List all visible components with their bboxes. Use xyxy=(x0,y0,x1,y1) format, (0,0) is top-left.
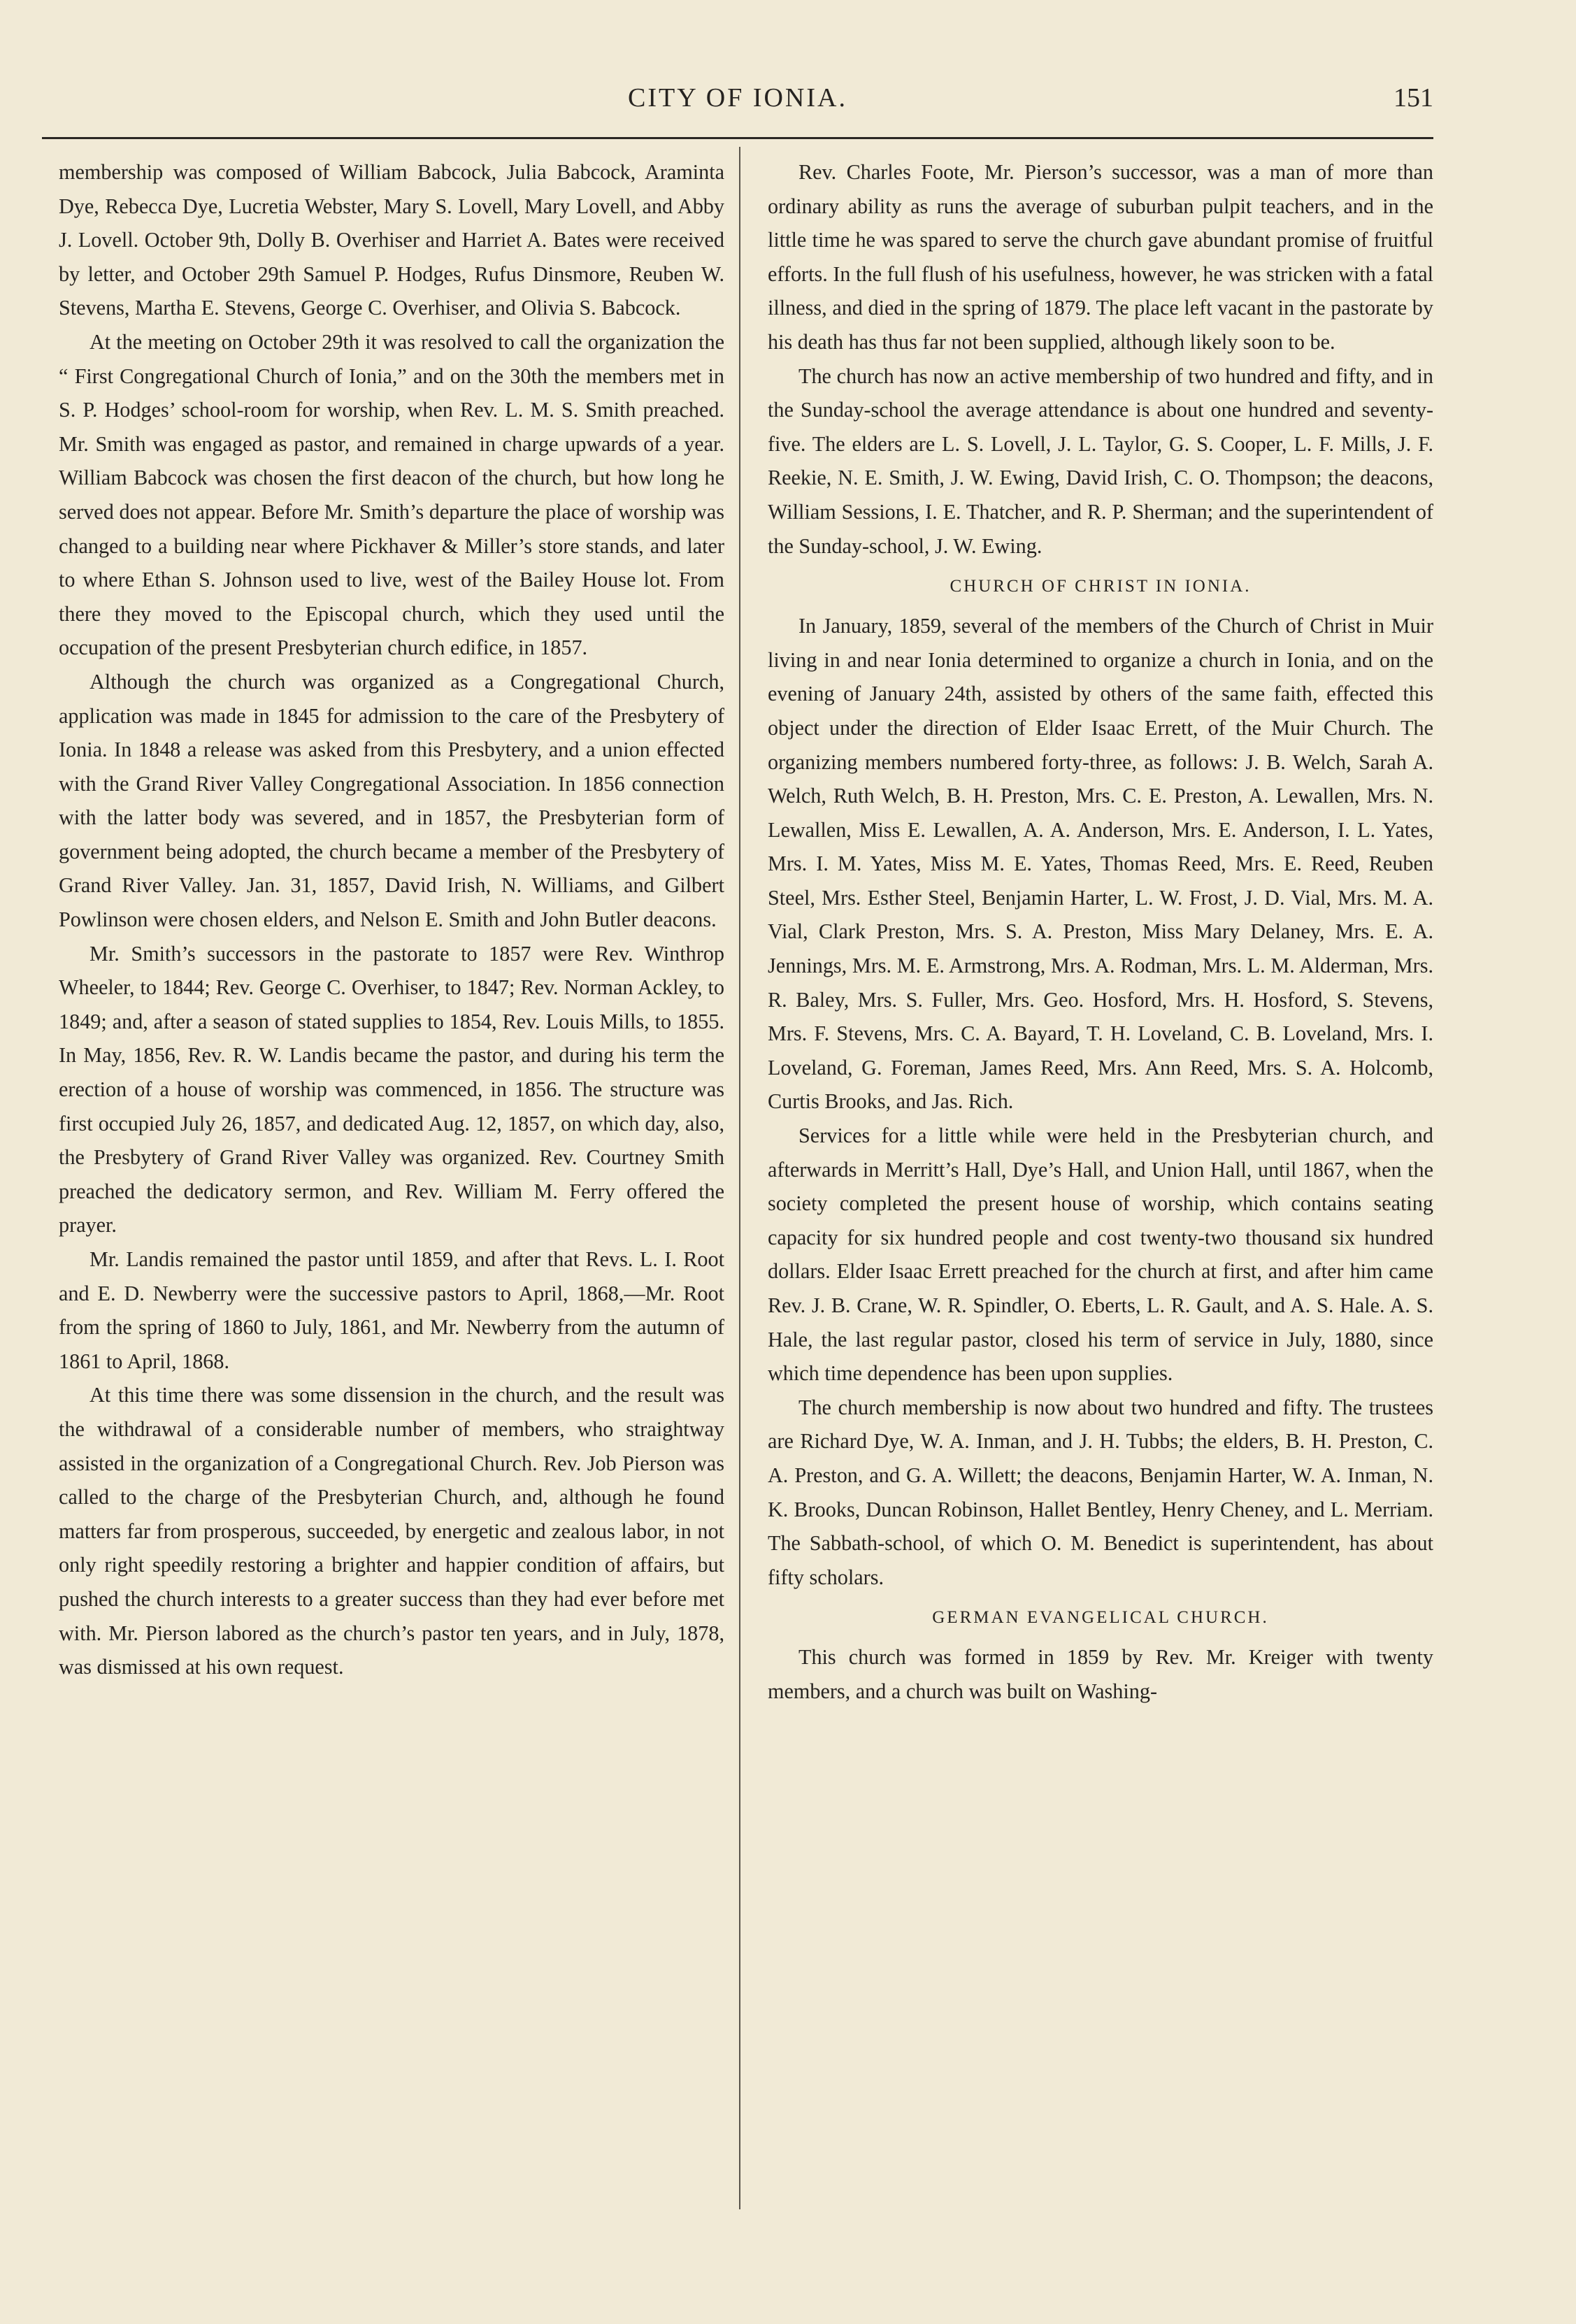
paragraph-pastorate: Mr. Smith’s successors in the pastorate to 1857 were Rev. Winthrop Wheeler, to 1844; Rev. George C. Overhiser, to 1847; Rev. Norman Ackley, to 1849; and, after a season of stated supplies to 1854, Rev. Louis Mills, to 1855. In May, 1856, Rev. R. W. Landis became the pastor, and during his term the erection of a house of worship was commenced, in 1856. The structure was first occupied July 26, 1857, and dedicated Aug. 12, 1857, on which day, also, the Presbytery of Grand River Valley was organized. Rev. Courtney Smith preached the dedicatory sermon, and Rev. William M. Ferry offered the prayer. xyxy=(59,941,724,1238)
paragraph-german-evangelical: This church was formed in 1859 by Rev. Mr. Kreiger with twenty members, and a church was built on Washing- xyxy=(768,1645,1433,1703)
column-divider xyxy=(739,147,740,2209)
paragraph-meeting-october: At the meeting on October 29th it was resolved to call the organization the “ First Congregational Church of Ionia,” and on the 30th the members met in S. P. Hodges’ school-room for worship, when Rev. L. M. S. Smith preached. Mr. Smith was engaged as pastor, and remained in charge upwards of a year. William Babcock was chosen the first deacon of the church, but how long he served does not appear. Before Mr. Smith’s departure the place of worship was changed to a building near where Pickhaver & Miller’s store stands, and later to where Ethan S. Johnson used to live, west of the Bailey House lot. From there they moved to the Episcopal church, which they used until the occupation of the present Presbyterian church edifice, in 1857. xyxy=(59,329,724,660)
paragraph-services: Services for a little while were held in the Presbyterian church, and afterwards in Merritt’s Hall, Dye’s Hall, and Union Hall, until 1867, when the society completed the present house of worship, which contains seating capacity for six hundred people and cost twenty-two thousand six hundred dollars. Elder Isaac Errett preached for the church at first, and after him came Rev. J. B. Crane, W. R. Spindler, O. Eberts, L. R. Gault, and A. S. Hale. A. S. Hale, the last regular pastor, closed his term of service in July, 1880, since which time dependence has been upon supplies. xyxy=(768,1124,1433,1386)
left-column xyxy=(59,155,724,1684)
paragraph-membership: membership was composed of William Babcock, Julia Babcock, Araminta Dye, Rebecca Dye, Lucretia Webster, Mary S. Lovell, Mary Lovell, and Abby J. Lovell. October 9th, Dolly B. Overhiser and Harriet A. Bates were received by letter, and October 29th Samuel P. Hodges, Rufus Dinsmore, Reuben W. Stevens, Martha E. Stevens, George C. Overhiser, and Olivia S. Babcock. xyxy=(59,160,724,320)
right-column xyxy=(768,155,1433,1709)
paragraph-dissension: At this time there was some dissension in the church, and the result was the withdrawal of a considerable number of members, who straightway assisted in the organization of a Congregational Church. Rev. Job Pierson was called to the charge of the Presbyterian Church, and, although he found matters far from prosperous, succeeded, by energetic and zealous labor, in not only right speedily restoring a brighter and happier condition of affairs, but pushed the church interests to a greater success than they had ever before met with. Mr. Pierson labored as the church’s pastor ten years, and in July, 1878, was dismissed at his own request. xyxy=(59,1383,724,1679)
header-rule xyxy=(42,137,1433,139)
page-number: 151 xyxy=(1394,83,1433,113)
paragraph-church-membership: The church membership is now about two hundred and fifty. The trustees are Richard Dye, W. A. Inman, and J. H. Tubbs; the elders, B. H. Preston, C. A. Preston, and G. A. Willett; the deacons, Benjamin Harter, W. A. Inman, N. K. Brooks, Duncan Robinson, Hallet Bentley, Henry Cheney, and L. Merriam. The Sabbath-school, of which O. M. Benedict is superintendent, has about fifty scholars. xyxy=(768,1395,1433,1589)
paragraph-church-of-christ-founding: In January, 1859, several of the members of the Church of Christ in Muir living in and near Ionia determined to organize a church in Ionia, and on the evening of January 24th, assisted by others of the same faith, effected this object under the direction of Elder Isaac Errett, of the Muir Church. The organizing members numbered forty-three, as follows: J. B. Welch, Sarah A. Welch, Ruth Welch, B. H. Preston, Mrs. C. E. Preston, A. Lewallen, Mrs. N. Lewallen, Miss E. Lewallen, A. A. Anderson, Mrs. E. Anderson, I. L. Yates, Mrs. I. M. Yates, Miss M. E. Yates, Thomas Reed, Mrs. E. Reed, Reuben Steel, Mrs. Esther Steel, Benjamin Harter, L. W. Frost, J. D. Vial, Mrs. M. A. Vial, Clark Preston, Mrs. S. A. Preston, Miss Mary Delaney, Mrs. E. A. Jennings, Mrs. M. E. Armstrong, Mrs. A. Rodman, Mrs. L. M. Alderman, Mrs. R. Baley, Mrs. S. Fuller, Mrs. Geo. Hosford, Mrs. H. Hosford, S. Stevens, Mrs. F. Stevens, Mrs. C. A. Bayard, T. H. Loveland, C. B. Loveland, Mrs. I. Loveland, G. Foreman, James Reed, Mrs. Ann Reed, Mrs. S. A. Holcomb, Curtis Brooks, and Jas. Rich. xyxy=(768,614,1433,1114)
paragraph-foote: Rev. Charles Foote, Mr. Pierson’s successor, was a man of more than ordinary ability as runs the average of suburban pulpit teachers, and in the little time he was spared to serve the church gave abundant promise of fruitful efforts. In the full flush of his usefulness, however, he was stricken with a fatal illness, and died in the spring of 1879. The place left vacant in the pastorate by his death has thus far not been supplied, although likely soon to be. xyxy=(768,160,1433,354)
paragraph-membership-current: The church has now an active membership of two hundred and fifty, and in the Sunday-school the average attendance is about one hundred and seventy-five. The elders are L. S. Lovell, J. L. Taylor, G. S. Cooper, L. F. Mills, J. F. Reekie, N. E. Smith, J. W. Ewing, David Irish, C. O. Thompson; the deacons, William Sessions, I. E. Thatcher, and R. P. Sherman; and the superintendent of the Sunday-school, J. W. Ewing. xyxy=(768,364,1433,558)
paragraph-presbytery: Although the church was organized as a Congregational Church, application was made in 1845 for admission to the care of the Presbytery of Ionia. In 1848 a release was asked from this Presbytery, and a union effected with the Grand River Valley Congregational Association. In 1856 connection with the latter body was severed, and in 1857, the Presbyterian form of government being adopted, the church became a member of the Presbytery of Grand River Valley. Jan. 31, 1857, David Irish, N. Williams, and Gilbert Powlinson were chosen elders, and Nelson E. Smith and John Butler deacons. xyxy=(59,669,724,932)
paragraph-landis: Mr. Landis remained the pastor until 1859, and after that Revs. L. I. Root and E. D. Newberry were the successive pastors to April, 1868,—Mr. Root from the spring of 1860 to July, 1861, and Mr. Newberry from the autumn of 1861 to April, 1868. xyxy=(59,1247,724,1373)
section-heading-church-of-christ: CHURCH OF CHRIST IN IONIA. xyxy=(950,577,1252,596)
page-header xyxy=(42,83,1433,124)
section-heading-german-evangelical: GERMAN EVANGELICAL CHURCH. xyxy=(932,1608,1269,1628)
running-title: CITY OF IONIA. xyxy=(628,83,847,113)
